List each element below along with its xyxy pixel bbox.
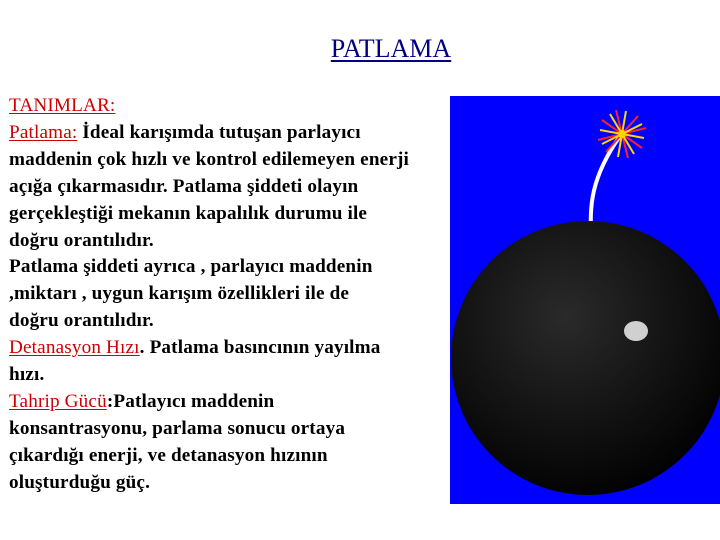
text-line: çıkardığı enerji, ve detanasyon hızının [9, 444, 328, 466]
text-line: . Patlama basıncının yayılma [139, 337, 381, 359]
text-line: ,miktarı , uygun karışım özellikleri ile de [9, 283, 350, 305]
text-line: doğru orantılıdır. [9, 310, 154, 332]
text-line: gerçekleştiği mekanın kapalılık durumu ile [9, 202, 368, 224]
term-detanasyon-hizi: Detanasyon Hızı [9, 337, 140, 359]
text-line: Patlama şiddeti ayrıca , parlayıcı maddenin [9, 256, 373, 278]
text-line: doğru orantılıdır. [9, 229, 154, 251]
text-line: hızı. [9, 364, 45, 386]
text-line: oluşturduğu güç. [9, 471, 151, 493]
bomb-illustration-panel [450, 96, 720, 504]
page-title: PATLAMA [330, 34, 452, 63]
term-patlama: Patlama: [9, 121, 78, 143]
text-line: konsantrasyonu, parlama sonucu ortaya [9, 417, 346, 439]
bomb-highlight [624, 321, 648, 341]
text-line: maddenin çok hızlı ve kontrol edilemeyen enerji [9, 148, 410, 170]
bomb-icon [450, 96, 720, 504]
bomb-body [451, 221, 720, 495]
definitions-heading: TANIMLAR: [9, 95, 116, 116]
text-line: açığa çıkarmasıdır. Patlama şiddeti olayın [9, 175, 359, 197]
text-line: İdeal karışımda tutuşan parlayıcı [77, 121, 361, 143]
definitions-text [9, 93, 479, 497]
text-line: :Patlayıcı maddenin [106, 390, 275, 412]
spark [598, 110, 646, 158]
term-tahrip-gucu: Tahrip Gücü [9, 390, 107, 412]
